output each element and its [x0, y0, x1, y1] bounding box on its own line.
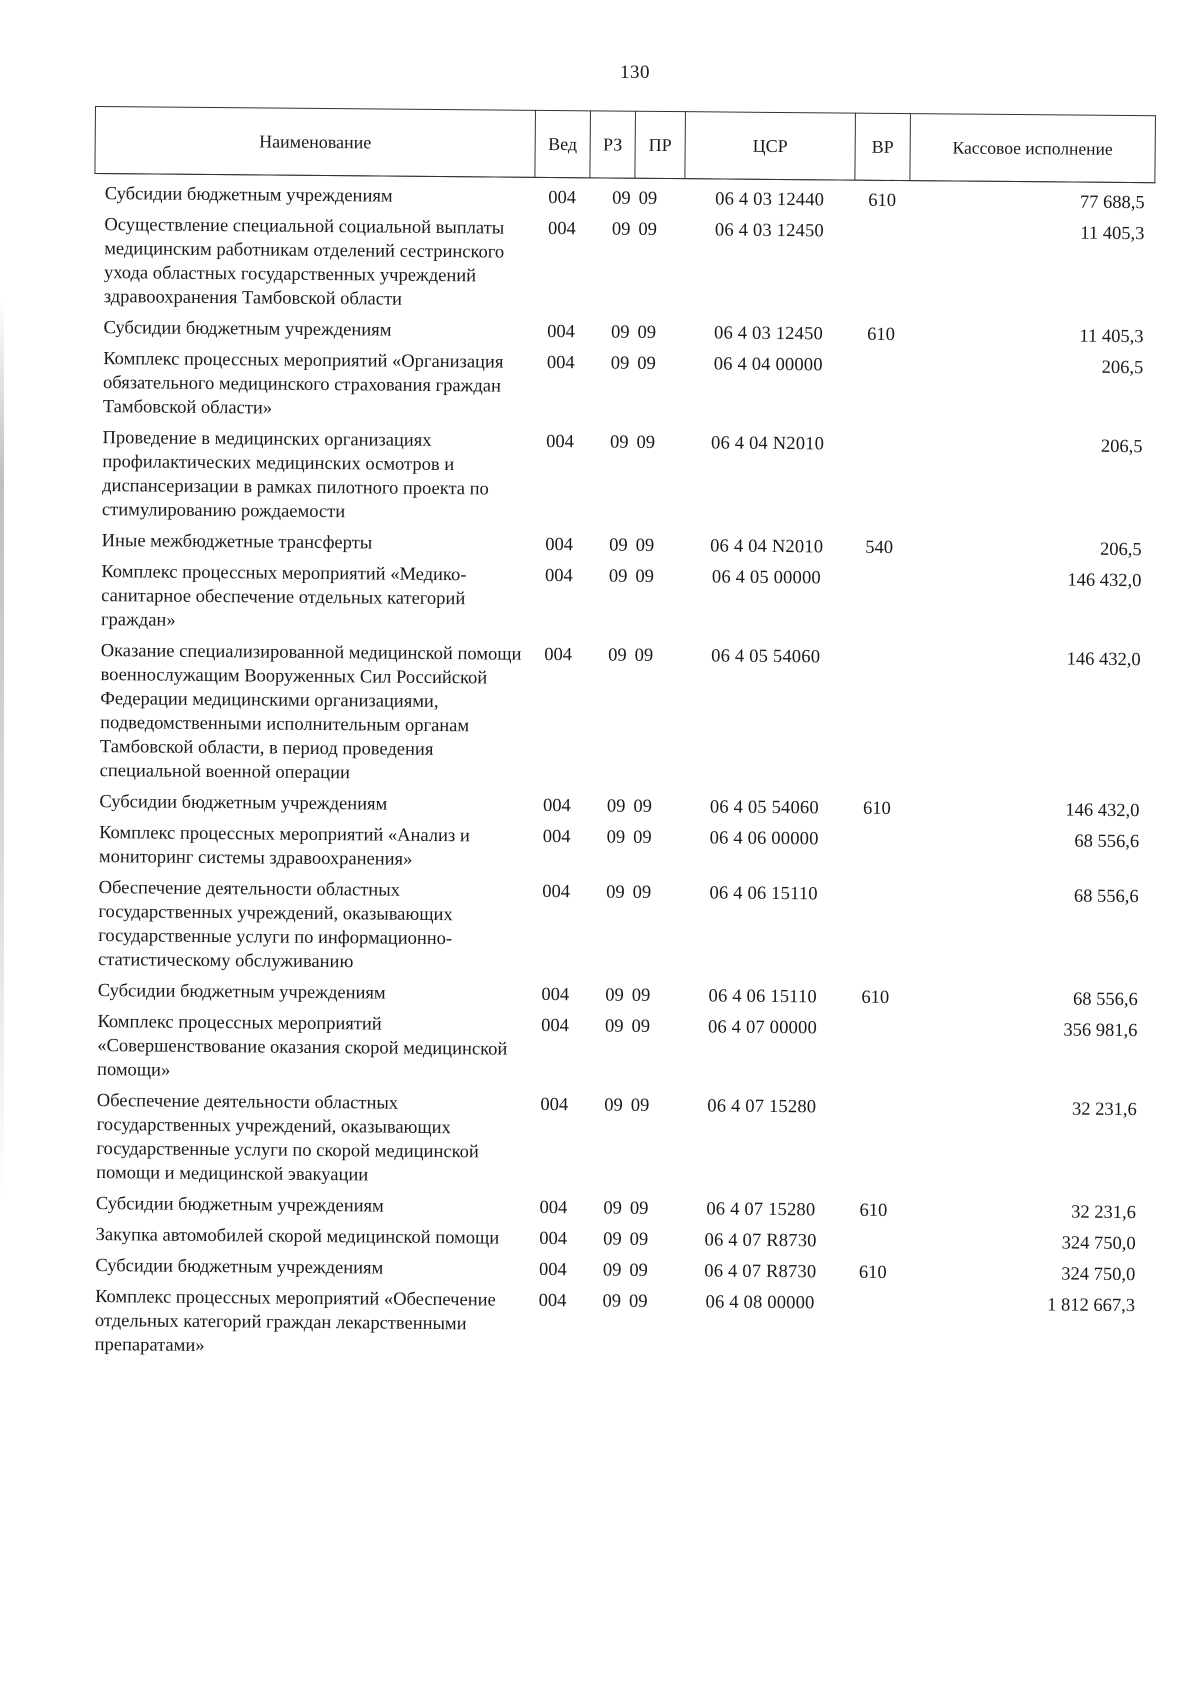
cell-name: Субсидии бюджетным учреждениям: [97, 981, 386, 1004]
cell-amount: 77 688,5: [1079, 192, 1145, 214]
cell-amount: 206,5: [1100, 436, 1143, 458]
header-kass: Кассовое исполнение: [910, 114, 1156, 183]
cell-pr: 09: [629, 1260, 648, 1281]
cell-name: Обеспечение деятельности областных государственных учреждений, оказывающих государственные услуги по скорой медицинской помощи и медицинской эвакуации: [96, 1091, 479, 1186]
budget-table-container: [84, 106, 1155, 1366]
cell-ved: 004: [546, 431, 575, 453]
cell-ved: 004: [544, 644, 573, 666]
cell-csr: 06 4 04 N2010: [710, 536, 824, 558]
scan-edge-shadow: [0, 300, 4, 1200]
cell-vr: [850, 639, 906, 790]
cell-name: Закупка автомобилей скорой медицинской помощи: [95, 1225, 500, 1249]
cell-csr: 06 4 03 12440: [715, 189, 825, 211]
table-row: [94, 206, 1155, 318]
cell-amount: 68 556,6: [1074, 831, 1140, 853]
cell-pr: 09: [630, 1095, 650, 1116]
cell-vr: 610: [861, 987, 890, 1008]
cell-vr: [852, 426, 908, 529]
cell-ved: 004: [548, 187, 577, 209]
table-header: [95, 107, 1156, 183]
cell-ved: 004: [541, 984, 570, 1006]
cell-rz: 09: [603, 1229, 622, 1250]
cell-pr: 09: [635, 535, 655, 556]
cell-pr: 09: [631, 1016, 651, 1037]
cell-rz: 09: [606, 882, 625, 903]
cell-ved: 004: [542, 795, 571, 817]
cell-vr: [854, 213, 910, 316]
cell-vr: 610: [862, 798, 891, 819]
cell-csr: 06 4 06 00000: [709, 828, 819, 850]
cell-pr: 09: [633, 796, 652, 817]
cell-csr: 06 4 08 00000: [705, 1292, 815, 1314]
table-body: [85, 174, 1155, 1367]
cell-name: Иные межбюджетные трансферты: [101, 531, 373, 554]
cell-csr: 06 4 04 00000: [713, 354, 823, 376]
cell-name: Субсидии бюджетным учреждениям: [95, 1256, 384, 1279]
cell-rz: 09: [605, 985, 624, 1006]
cell-name: Оказание специализированной медицинской помощи военнослужащим Вооруженных Сил Российской Федерации медицинскими организациями, подведомственными исполнительным органам Тамбовской области, в период проведения специальной военной операции: [99, 641, 522, 784]
cell-rz: 09: [608, 645, 627, 666]
cell-csr: 06 4 03 12450: [714, 220, 825, 242]
table-row: [90, 632, 1151, 792]
table-row: [85, 1278, 1146, 1366]
cell-ved: 004: [539, 1228, 568, 1250]
cell-vr: [846, 1223, 901, 1254]
cell-amount: 206,5: [1101, 357, 1144, 379]
cell-ved: 004: [547, 218, 576, 240]
cell-ved: 004: [541, 1015, 569, 1037]
cell-amount: 68 556,6: [1073, 886, 1139, 908]
header-ved: Вед: [535, 110, 591, 177]
cell-amount: 11 405,3: [1080, 223, 1145, 245]
cell-amount: 146 432,0: [1067, 570, 1142, 592]
cell-pr: 09: [634, 645, 654, 666]
cell-ved: 004: [539, 1197, 568, 1219]
cell-rz: 09: [612, 188, 631, 209]
cell-rz: 09: [603, 1198, 622, 1219]
cell-name: Комплекс процессных мероприятий «Организация обязательного медицинского страхования граждан Тамбовской области»: [102, 349, 504, 419]
cell-csr: 06 4 05 54060: [711, 646, 821, 668]
header-row: [95, 107, 1156, 183]
cell-name: Комплекс процессных мероприятий «Обеспечение отдельных категорий граждан лекарственными препаратами»: [94, 1287, 496, 1357]
cell-name: Обеспечение деятельности областных государственных учреждений, оказывающих государственные услуги по информационно-статистическому обслуживанию: [97, 878, 453, 973]
cell-ved: 004: [544, 565, 573, 587]
cell-rz: 09: [610, 353, 630, 374]
cell-amount: 324 750,0: [1061, 1233, 1136, 1255]
cell-vr: 610: [859, 1200, 888, 1221]
cell-rz: 09: [604, 1095, 623, 1116]
table-row: [91, 553, 1152, 641]
table-row: [86, 1082, 1147, 1194]
cell-pr: 09: [636, 432, 656, 453]
header-rz: РЗ: [590, 111, 636, 178]
cell-ved: 004: [546, 352, 575, 374]
cell-csr: 06 4 07 R8730: [704, 1230, 817, 1252]
cell-ved: 004: [538, 1259, 567, 1281]
cell-csr: 06 4 06 15110: [709, 883, 818, 905]
cell-pr: 09: [632, 882, 652, 903]
cell-vr: 610: [858, 1262, 887, 1283]
cell-amount: 1 812 667,3: [1047, 1295, 1136, 1317]
cell-name: Комплекс процессных мероприятий «Медико-санитарное обеспечение отдельных категорий граждан»: [100, 562, 467, 631]
cell-vr: [848, 876, 904, 979]
cell-amount: 146 432,0: [1066, 649, 1141, 671]
header-pr: ПР: [635, 111, 686, 178]
cell-vr: 610: [867, 324, 895, 345]
cell-rz: 09: [602, 1260, 622, 1281]
cell-rz: 09: [606, 796, 626, 817]
header-name: Наименование: [95, 107, 536, 178]
cell-ved: 004: [547, 321, 576, 343]
cell-ved: 004: [545, 534, 574, 556]
cell-pr: 09: [637, 353, 656, 374]
cell-name: Субсидии бюджетным учреждениям: [95, 1194, 384, 1217]
cell-vr: [849, 821, 904, 876]
table-row: [88, 869, 1149, 981]
cell-vr: 610: [868, 190, 897, 211]
cell-ved: 004: [542, 881, 571, 903]
cell-pr: 09: [629, 1198, 649, 1219]
cell-rz: 09: [608, 566, 628, 587]
cell-ved: 004: [540, 1094, 569, 1116]
cell-name: Проведение в медицинских организациях профилактических медицинских осмотров и диспансеризации в рамках пилотного проекта по стимулированию рождаемости: [101, 428, 489, 523]
cell-csr: 06 4 07 00000: [707, 1017, 818, 1039]
table-row: [89, 814, 1149, 878]
cell-csr: 06 4 06 15110: [708, 986, 817, 1008]
cell-pr: 09: [633, 827, 652, 848]
cell-csr: 06 4 03 12450: [713, 323, 824, 345]
cell-amount: 68 556,6: [1072, 989, 1138, 1011]
cell-vr: 540: [865, 537, 894, 558]
cell-rz: 09: [609, 535, 628, 556]
cell-vr: [846, 1089, 902, 1192]
cell-ved: 004: [542, 826, 571, 848]
cell-pr: 09: [629, 1229, 649, 1250]
cell-rz: 09: [611, 219, 631, 240]
cell-csr: 06 4 04 N2010: [710, 433, 825, 455]
cell-vr: [851, 560, 907, 639]
cell-vr: [847, 1010, 903, 1089]
cell-csr: 06 4 05 00000: [711, 567, 821, 589]
header-vr: ВР: [855, 113, 911, 180]
cell-rz: 09: [606, 827, 626, 848]
cell-amount: 32 231,6: [1071, 1099, 1137, 1121]
budget-table: [84, 106, 1156, 1366]
cell-pr: 09: [635, 566, 654, 587]
cell-amount: 356 981,6: [1063, 1020, 1138, 1042]
cell-csr: 06 4 05 54060: [709, 797, 819, 819]
cell-pr: 09: [628, 1291, 648, 1312]
cell-rz: 09: [604, 1016, 624, 1037]
cell-vr: [845, 1285, 901, 1364]
cell-csr: 06 4 07 R8730: [704, 1261, 817, 1283]
cell-pr: 09: [631, 985, 651, 1006]
cell-amount: 146 432,0: [1065, 800, 1140, 822]
table-row: [87, 1003, 1148, 1091]
cell-pr: 09: [638, 219, 658, 240]
header-csr: ЦСР: [685, 112, 856, 180]
cell-name: Субсидии бюджетным учреждениям: [99, 792, 388, 815]
page-number: 130: [620, 62, 650, 83]
cell-rz: 09: [610, 322, 630, 343]
cell-amount: 11 405,3: [1079, 326, 1144, 348]
cell-ved: 004: [538, 1290, 567, 1312]
table-row: [93, 340, 1154, 428]
table-row: [92, 419, 1153, 531]
cell-pr: 09: [638, 188, 658, 209]
cell-name: Комплекс процессных мероприятий «Совершенствование оказания скорой медицинской помощи»: [96, 1012, 508, 1081]
cell-name: Субсидии бюджетным учреждениям: [103, 318, 392, 341]
cell-amount: 206,5: [1099, 539, 1142, 561]
cell-vr: [853, 347, 909, 426]
cell-rz: 09: [602, 1291, 622, 1312]
cell-name: Субсидии бюджетным учреждениям: [104, 184, 393, 207]
cell-amount: 324 750,0: [1061, 1264, 1136, 1286]
cell-amount: 32 231,6: [1071, 1202, 1136, 1224]
cell-name: Комплекс процессных мероприятий «Анализ и мониторинг системы здравоохранения»: [98, 823, 470, 870]
cell-rz: 09: [609, 432, 629, 453]
cell-csr: 06 4 07 15280: [706, 1199, 816, 1221]
cell-name: Осуществление специальной социальной выплаты медицинским работникам отделений сестринского ухода областных государственных учреждений здравоохранения Тамбовской области: [103, 215, 505, 310]
cell-csr: 06 4 07 15280: [707, 1096, 817, 1118]
cell-pr: 09: [637, 322, 657, 343]
